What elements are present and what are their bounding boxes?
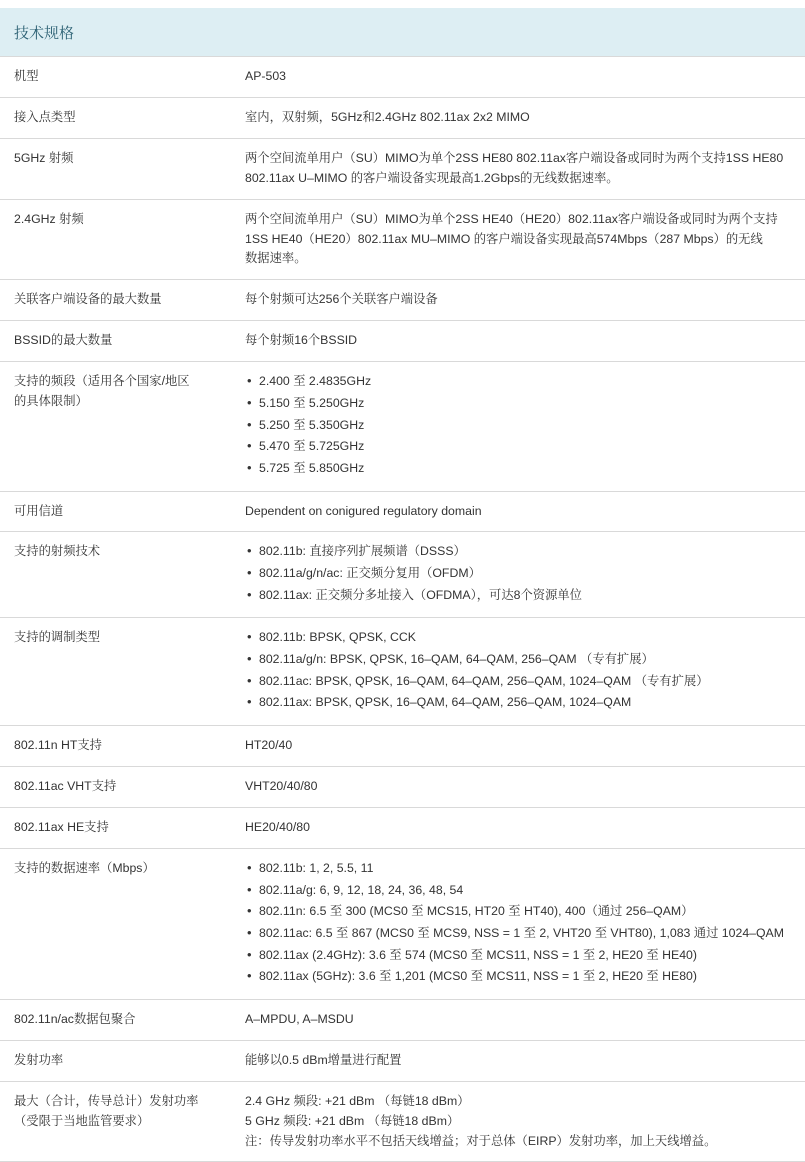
spec-key (0, 280, 231, 321)
list-item: • 5.470 至 5.725GHz (245, 437, 793, 457)
list-item: • 802.11ax (5GHz): 3.6 至 1,201 (MCS0 至 MCS11, NSS = 1 至 2, HE20 至 HE80) (245, 967, 793, 987)
spec-value (231, 532, 805, 618)
spec-key-text: 最大（合计，传导总计）发射功率 (14, 1093, 199, 1108)
spec-value-line: 注：传导发射功率水平不包括天线增益；对于总体（EIRP）发射功率，加上天线增益。 (245, 1133, 717, 1148)
spec-value (231, 280, 805, 321)
spec-value (231, 618, 805, 726)
spec-key-text: 802.11ac VHT支持 (14, 779, 117, 794)
spec-key-text: BSSID的最大数量 (14, 333, 113, 348)
table-row (0, 999, 805, 1040)
table-row (0, 1040, 805, 1081)
spec-key-text: 支持的调制类型 (14, 630, 101, 645)
spec-key (0, 362, 231, 491)
spec-value-line: 5 GHz 频段: +21 dBm （每链18 dBm） (245, 1113, 460, 1128)
spec-key-text: 支持的射频技术 (14, 544, 101, 559)
section-title: 技术规格 (0, 8, 805, 56)
spec-key (0, 726, 231, 767)
spec-value-line: 两个空间流单用户（SU）MIMO为单个2SS HE40（HE20）802.11ax客户端设备或同时为两个支持 (245, 211, 778, 226)
spec-key-text: 支持的频段（适用各个国家/地区 (14, 374, 190, 389)
list-item: • 5.725 至 5.850GHz (245, 459, 793, 479)
spec-key-text: （受限于当地监管要求） (14, 1113, 150, 1128)
table-row (0, 138, 805, 199)
spec-value (231, 138, 805, 199)
spec-key (0, 138, 231, 199)
list-item: • 802.11b: 1, 2, 5.5, 11 (245, 859, 793, 879)
spec-key-text: 2.4GHz 射频 (14, 211, 84, 226)
table-row (0, 362, 805, 491)
spec-value-text: 能够以0.5 dBm增量进行配置 (245, 1052, 402, 1067)
table-row (0, 97, 805, 138)
spec-value-line: 1SS HE40（HE20）802.11ax MU–MIMO 的客户端设备实现最高574Mbps（287 Mbps）的无线 (245, 231, 763, 246)
spec-key-text: 支持的数据速率（Mbps） (14, 860, 155, 875)
spec-value-text: VHT20/40/80 (245, 779, 318, 794)
spec-value (231, 999, 805, 1040)
spec-value-text: AP-503 (245, 69, 287, 83)
spec-value (231, 848, 805, 999)
spec-value-bullets (245, 372, 793, 478)
spec-value (231, 1081, 805, 1162)
table-row (0, 57, 805, 98)
spec-value-text: HE20/40/80 (245, 819, 310, 834)
spec-value-bullets (245, 859, 793, 987)
spec-value (231, 807, 805, 848)
list-item: • 802.11ax: 正交频分多址接入（OFDMA），可达8个资源单位 (245, 586, 793, 606)
spec-key (0, 848, 231, 999)
spec-key (0, 618, 231, 726)
spec-value-text: A–MPDU, A–MSDU (245, 1011, 354, 1026)
spec-key (0, 57, 231, 98)
table-body (0, 57, 805, 1162)
spec-key-text: 802.11n HT支持 (14, 738, 102, 753)
table-row (0, 491, 805, 532)
table-row (0, 280, 805, 321)
spec-value-line: 数据速率。 (245, 251, 307, 266)
spec-key-text: 机型 (14, 69, 39, 83)
table-row (0, 848, 805, 999)
list-item: • 802.11b: 直接序列扩展频谱（DSSS） (245, 542, 793, 562)
spec-value-text: 每个射频16个BSSID (245, 333, 358, 348)
spec-value-text: HT20/40 (245, 738, 293, 753)
list-item: • 5.250 至 5.350GHz (245, 416, 793, 436)
spec-value-text: 室内，双射频，5GHz和2.4GHz 802.11ax 2x2 MIMO (245, 109, 530, 124)
spec-value (231, 362, 805, 491)
spec-value (231, 767, 805, 808)
spec-key-text: 802.11ax HE支持 (14, 819, 109, 834)
table-row (0, 321, 805, 362)
spec-key-text: 的具体限制） (14, 394, 88, 409)
list-item: • 802.11a/g: 6, 9, 12, 18, 24, 36, 48, 54 (245, 881, 793, 901)
list-item: • 802.11ax (2.4GHz): 3.6 至 574 (MCS0 至 MCS11, NSS = 1 至 2, HE20 至 HE40) (245, 946, 793, 966)
spec-key-text: 5GHz 射频 (14, 150, 74, 165)
list-item: • 802.11a/g/n/ac: 正交频分复用（OFDM） (245, 564, 793, 584)
table-row (0, 532, 805, 618)
spec-value-line: 2.4 GHz 频段: +21 dBm （每链18 dBm） (245, 1093, 470, 1108)
table-row (0, 807, 805, 848)
spec-value-bullets (245, 542, 793, 605)
spec-value (231, 321, 805, 362)
spec-value-text: Dependent on conigured regulatory domain (245, 503, 482, 518)
list-item: • 802.11ax: BPSK, QPSK, 16–QAM, 64–QAM, 256–QAM, 1024–QAM (245, 693, 793, 713)
table-row (0, 199, 805, 280)
table-row (0, 767, 805, 808)
spec-key (0, 321, 231, 362)
spec-sheet-page (0, 8, 805, 1162)
spec-value-text: 每个射频可达256个关联客户端设备 (245, 292, 438, 307)
spec-key (0, 807, 231, 848)
spec-key (0, 97, 231, 138)
spec-value (231, 1040, 805, 1081)
spec-key-text: 接入点类型 (14, 109, 76, 124)
technical-specifications-table (0, 56, 805, 1162)
list-item: • 802.11n: 6.5 至 300 (MCS0 至 MCS15, HT20 至 HT40), 400（通过 256–QAM） (245, 902, 793, 922)
spec-key (0, 532, 231, 618)
spec-value (231, 199, 805, 280)
spec-key (0, 491, 231, 532)
spec-key-text: 802.11n/ac数据包聚合 (14, 1011, 136, 1026)
list-item: • 2.400 至 2.4835GHz (245, 372, 793, 392)
spec-key (0, 767, 231, 808)
spec-key-text: 可用信道 (14, 503, 64, 518)
spec-key (0, 999, 231, 1040)
spec-key (0, 1081, 231, 1162)
spec-key-text: 关联客户端设备的最大数量 (14, 292, 162, 307)
spec-key (0, 1040, 231, 1081)
spec-key (0, 199, 231, 280)
list-item: • 802.11ac: BPSK, QPSK, 16–QAM, 64–QAM, 256–QAM, 1024–QAM （专有扩展） (245, 672, 793, 692)
list-item: • 802.11ac: 6.5 至 867 (MCS0 至 MCS9, NSS = 1 至 2, VHT20 至 VHT80), 1,083 通过 1024–QAM (245, 924, 793, 944)
table-row (0, 618, 805, 726)
spec-value-bullets (245, 628, 793, 713)
spec-value (231, 491, 805, 532)
spec-value-line: 两个空间流单用户（SU）MIMO为单个2SS HE80 802.11ax客户端设备或同时为两个支持1SS HE80 (245, 150, 784, 165)
spec-value (231, 57, 805, 98)
spec-value (231, 726, 805, 767)
spec-key-text: 发射功率 (14, 1052, 64, 1067)
spec-value-line: 802.11ax U–MIMO 的客户端设备实现最高1.2Gbps的无线数据速率。 (245, 170, 619, 185)
list-item: • 5.150 至 5.250GHz (245, 394, 793, 414)
list-item: • 802.11b: BPSK, QPSK, CCK (245, 628, 793, 648)
list-item: • 802.11a/g/n: BPSK, QPSK, 16–QAM, 64–QAM, 256–QAM （专有扩展） (245, 650, 793, 670)
table-row (0, 726, 805, 767)
spec-value (231, 97, 805, 138)
table-row (0, 1081, 805, 1162)
